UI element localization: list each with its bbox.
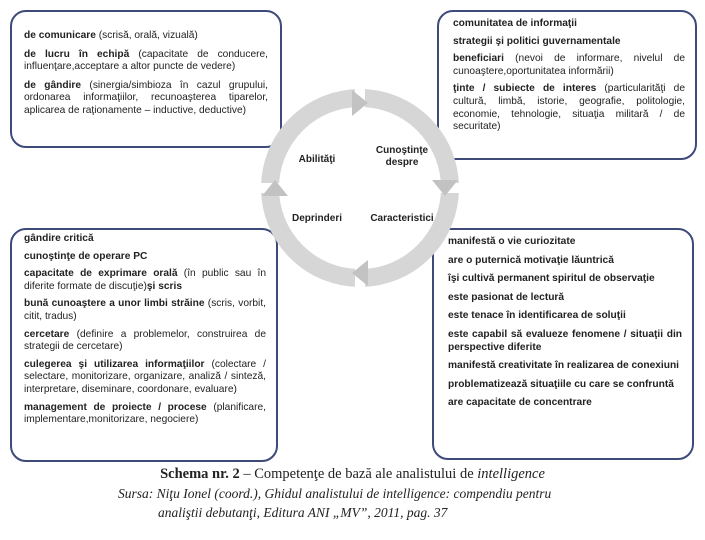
list-item: este capabil să evalueze fenomene / situaţii din perspective diferite (448, 328, 682, 353)
list-item: de comunicare (scrisă, orală, vizuală) (24, 30, 198, 41)
list-item: comunitatea de informaţii (453, 18, 577, 29)
list-item: problematizează situaţiile cu care se confruntă (448, 378, 674, 390)
figure-source-cont: analiştii debutanţi, Editura ANI „MV”, 2011, pag. 37 (158, 505, 448, 520)
panel-abilitati (10, 10, 282, 148)
list-item: are capacitate de concentrare (448, 397, 592, 409)
list-item: manifestă creativitate în realizarea de conexiuni (448, 360, 680, 372)
panel-caracteristici (432, 228, 694, 460)
list-item: este pasionat de lectură (448, 291, 565, 303)
list-item: este tenace în identificarea de soluţii (448, 310, 626, 322)
figure-source: Sursa: Niţu Ionel (coord.), Ghidul analistului de intelligence: compendiu pentru (118, 486, 552, 501)
list-item: gândire critică (24, 233, 94, 244)
list-item: manifestă o vie curiozitate (448, 236, 576, 247)
label-abilitati: Abilităţi (298, 154, 336, 165)
list-item: culegerea şi utilizarea informaţiilor (colectare / selectare, monitorizare, organizare, analiză / sinteză, interpretare, diseminare, coordonare, evaluare) (24, 358, 266, 395)
label-deprinderi: Deprinderi (291, 213, 342, 224)
list-item: strategii şi politici guvernamentale (453, 35, 621, 47)
competency-wheel (260, 88, 460, 288)
list-item: de gândire (sinergia/simbioza în cazul grupului, ordonarea informaţiilor, recunoaşterea tiparelor, aplicarea de raţionamente – inductive, deductive) (24, 79, 269, 116)
list-item: are o puternică motivaţie lăuntrică (448, 254, 614, 266)
list-item: cunoştinţe de operare PC (24, 250, 148, 262)
list-item: capacitate de exprimare orală (în public sau în diferite formate de discuţie)şi scris (24, 268, 266, 292)
wheel-divider-horizontal (260, 183, 460, 193)
list-item: bună cunoaştere a unor limbi străine (scris, vorbit, citit, tradus) (24, 298, 266, 322)
wheel-graphic (260, 88, 460, 288)
label-cunostinte-despre: Cunoştinţe despre (375, 145, 429, 168)
panel-deprinderi (10, 228, 278, 462)
list-item: ţinte / subiecte de interes (particularităţi de cultură, limbă, istorie, geografie, politologie, economie, tehnologie, situaţia militară / de securitate) (453, 83, 685, 133)
list-item: management de proiecte / procese (planificare, implementare,monitorizare, negociere) (24, 401, 266, 426)
panel-cunostinte (437, 10, 697, 160)
list-item: beneficiari (nevoi de informare, nivelul de cunoaştere,oportunitatea informării) (453, 53, 685, 77)
label-caracteristici: Caracteristici (370, 213, 434, 224)
list-item: de lucru în echipă (capacitate de conducere, influenţare,acceptare a altor puncte de vedere) (24, 48, 268, 73)
figure-caption: Schema nr. 2 – Competenţe de bază ale analistului de intelligence (160, 466, 545, 482)
list-item: cercetare (definire a problemelor, construirea de strategii de cercetare) (24, 328, 266, 353)
list-item: îşi cultivă permanent spiritul de observaţie (448, 273, 655, 285)
